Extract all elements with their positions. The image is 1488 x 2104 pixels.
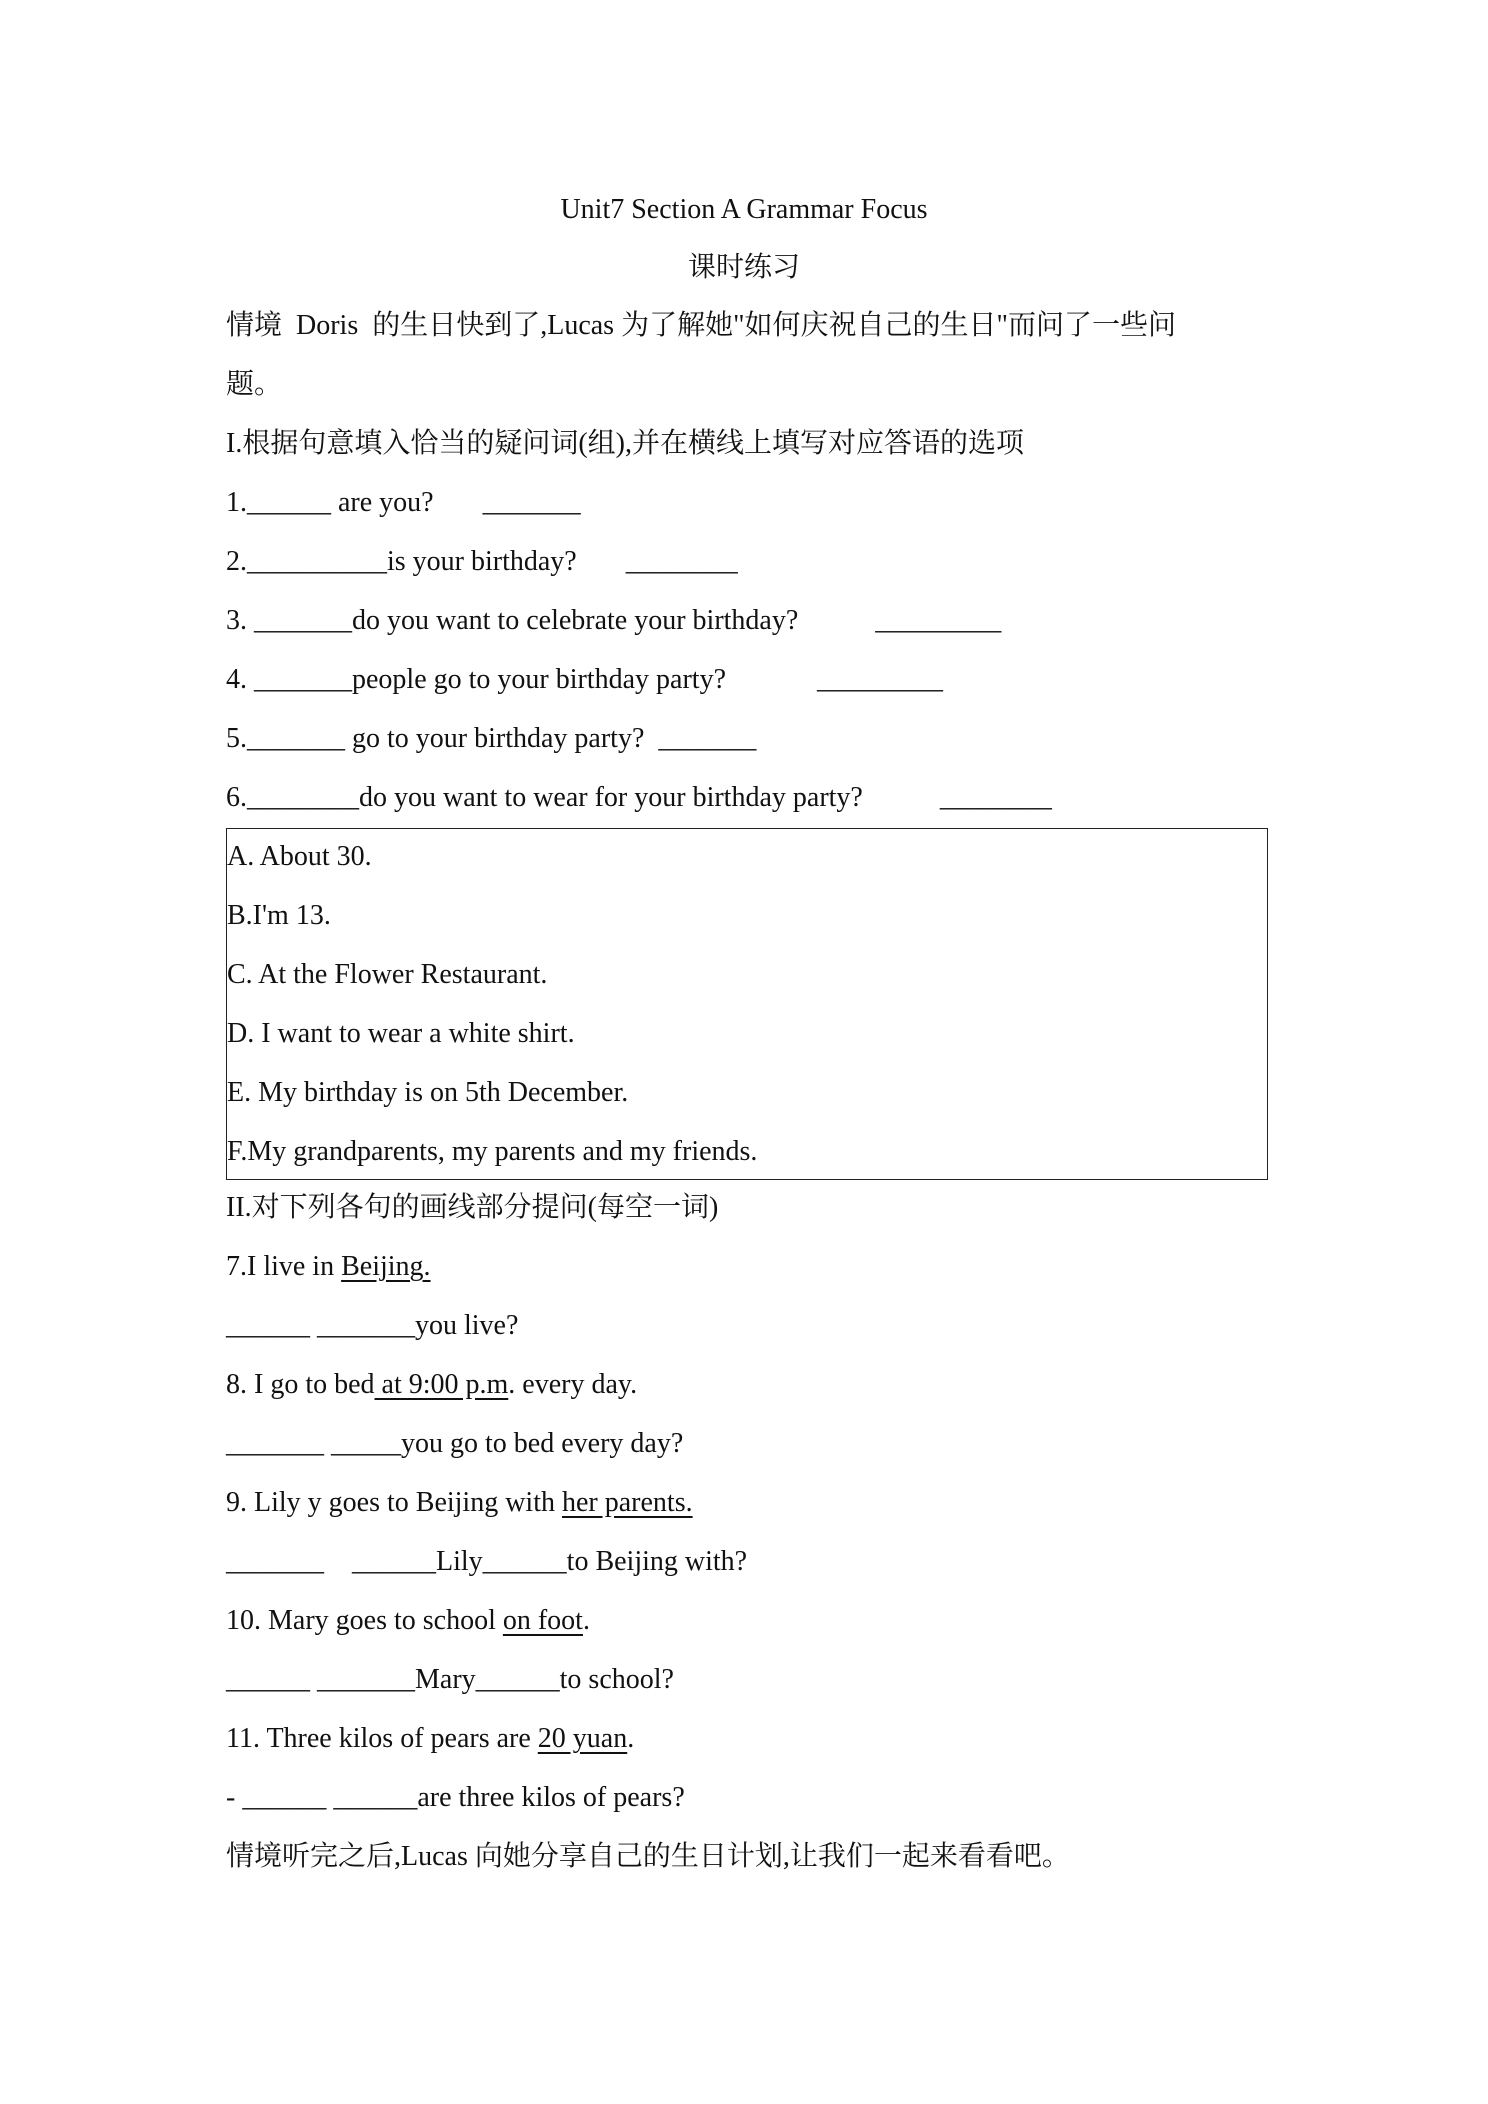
section2-heading: II.对下列各句的画线部分提问(每空一词) (226, 1192, 719, 1223)
question-2: 2.__________is your birthday? ________ (226, 546, 738, 577)
question-3: 3. _______do you want to celebrate your birthday? _________ (226, 605, 1002, 636)
underlined-part: on foot (502, 1605, 583, 1636)
intro-line-2: 题。 (226, 369, 283, 400)
item-7-answer: ______ _______you live? (226, 1310, 519, 1341)
answer-options-box (226, 828, 1268, 1180)
option-f: F.My grandparents, my parents and my friends. (227, 1136, 758, 1167)
option-e: E. My birthday is on 5th December. (227, 1077, 629, 1108)
outro-line: 情境听完之后,Lucas 向她分享自己的生日计划,让我们一起来看看吧。 (226, 1841, 1070, 1872)
item-8-answer: _______ _____you go to bed every day? (226, 1428, 684, 1459)
underlined-part: her parents. (562, 1487, 693, 1518)
question-6: 6.________do you want to wear for your birthday party? ________ (226, 782, 1052, 813)
item-11-sentence: 11. Three kilos of pears are 20 yuan. (226, 1723, 635, 1754)
document-subtitle: 课时练习 (687, 252, 800, 283)
question-4: 4. _______people go to your birthday party? _________ (226, 664, 944, 695)
item-11-answer: - ______ ______are three kilos of pears? (226, 1782, 685, 1813)
option-b: B.I'm 13. (227, 900, 331, 931)
item-7-sentence: 7.I live in Beijing. (226, 1251, 431, 1282)
question-5: 5._______ go to your birthday party? _______ (226, 723, 757, 754)
item-9-answer: _______ ______Lily______to Beijing with? (226, 1546, 748, 1577)
underlined-part: Beijing. (341, 1251, 431, 1282)
section1-heading: I.根据句意填入恰当的疑问词(组),并在横线上填写对应答语的选项 (226, 428, 1024, 459)
option-d: D. I want to wear a white shirt. (227, 1018, 575, 1049)
document-title: Unit7 Section A Grammar Focus (560, 194, 928, 225)
underlined-part: at 9:00 p.m (374, 1369, 509, 1400)
item-10-answer: ______ _______Mary______to school? (226, 1664, 674, 1695)
option-c: C. At the Flower Restaurant. (227, 959, 548, 990)
option-a: A. About 30. (227, 841, 372, 872)
item-8-sentence: 8. I go to bed at 9:00 p.m. every day. (226, 1369, 638, 1400)
question-1: 1.______ are you? _______ (226, 487, 581, 518)
underlined-part: 20 yuan (537, 1723, 628, 1754)
item-9-sentence: 9. Lily y goes to Beijing with her parents. (226, 1487, 693, 1518)
intro-line-1: 情境 Doris 的生日快到了,Lucas 为了解她"如何庆祝自己的生日"而问了一些问 (226, 310, 1176, 341)
item-10-sentence: 10. Mary goes to school on foot. (226, 1605, 590, 1636)
